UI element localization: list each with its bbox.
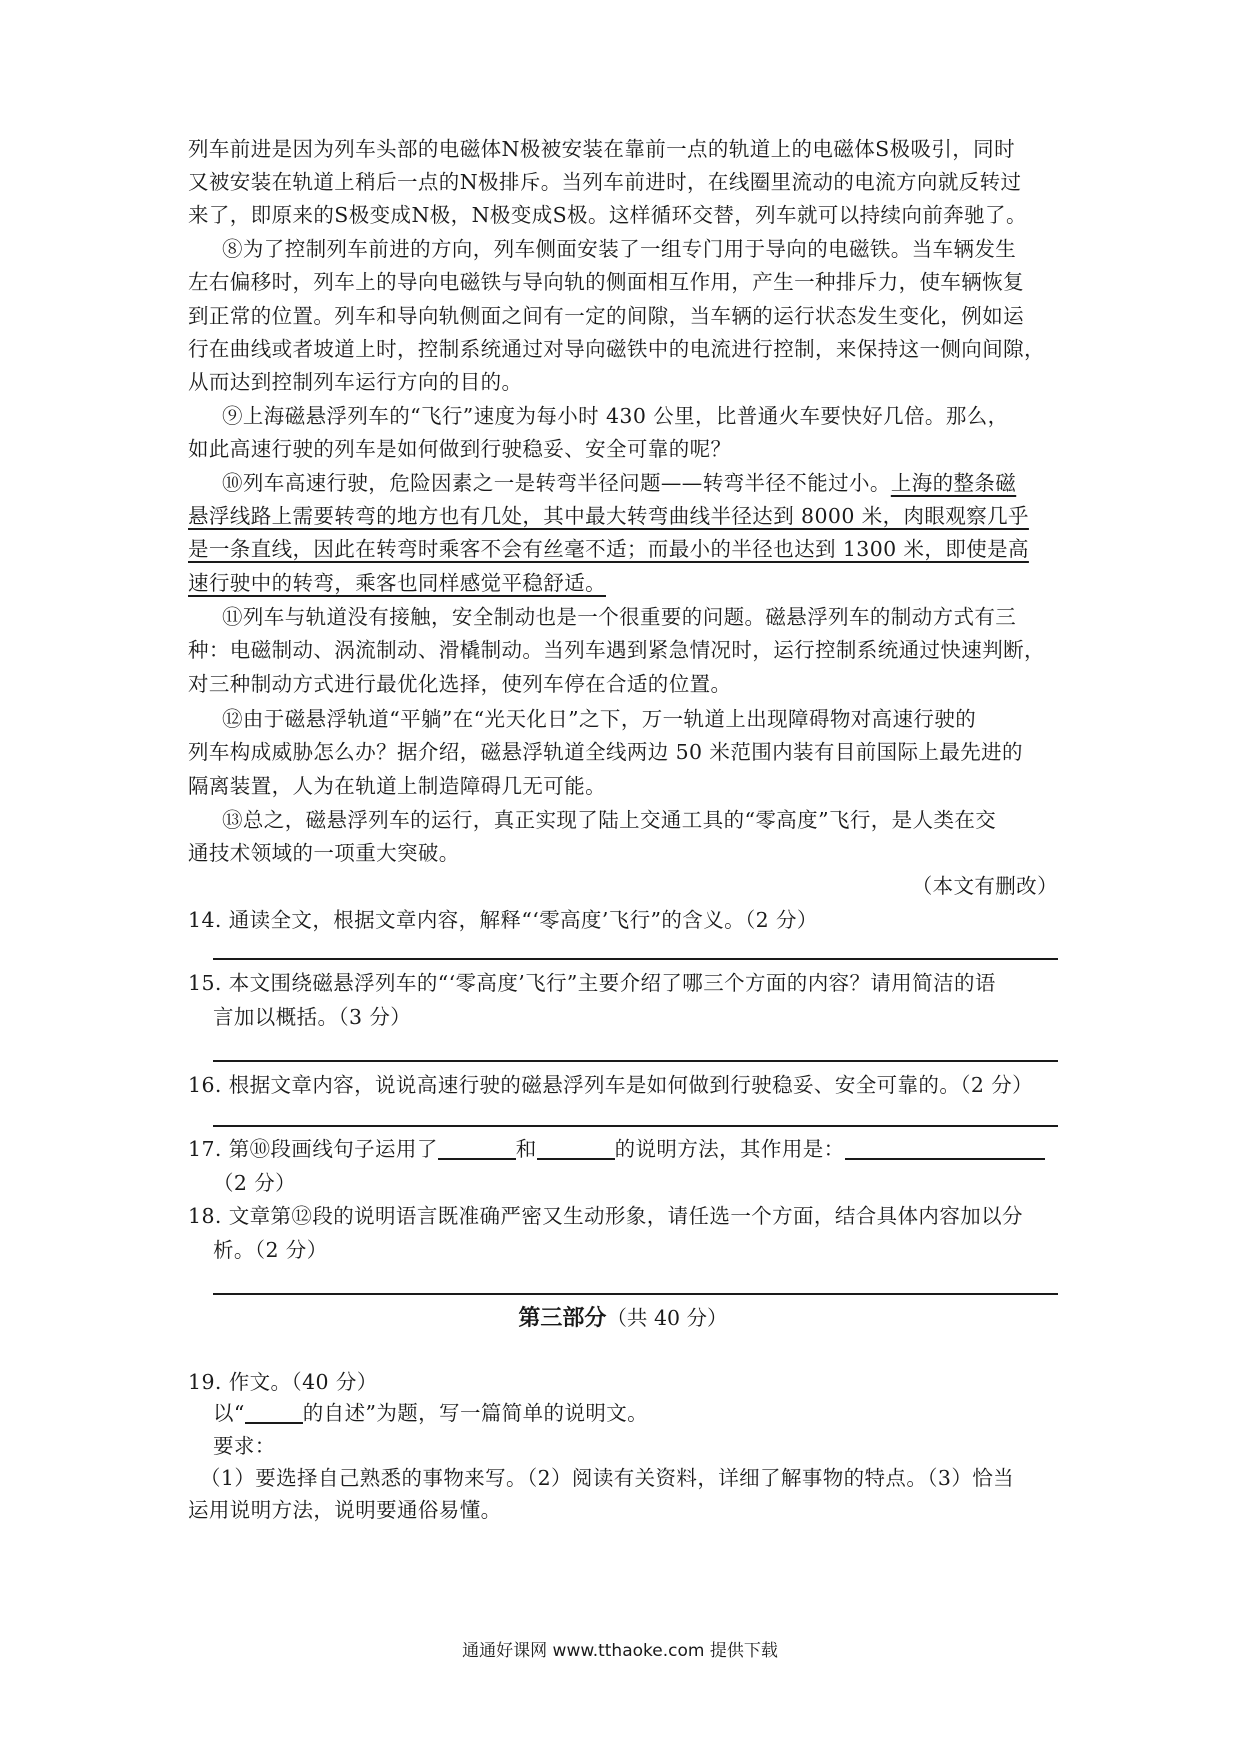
- p12-line-2: 列车构成威胁怎么办？据介绍，磁悬浮轨道全线两边 50 米范围内装有目前国际上最先进的: [188, 740, 1023, 764]
- p9-line-1: ⑨上海磁悬浮列车的“飞行”速度为每小时 430 公里，比普通火车要快好几倍。那么，: [222, 404, 1009, 428]
- p8-line-1: ⑧为了控制列车前进的方向，列车侧面安装了一组专门用于导向的电磁铁。当车辆发生: [222, 237, 1017, 261]
- requirements-line-1: （1）要选择自己熟悉的事物来写。（2）阅读有关资料，详细了解事物的特点。（3）恰当: [200, 1466, 1015, 1490]
- underlined-sentence-line-4: 速行驶中的转弯，乘客也同样感觉平稳舒适。: [188, 571, 606, 595]
- question-19-prompt: [213, 1397, 1083, 1429]
- requirements-line-2: 运用说明方法，说明要通俗易懂。: [188, 1498, 502, 1522]
- answer-line-18: [213, 1293, 1058, 1295]
- p7-line-2: 又被安装在轨道上稍后一点的N极排斥。当列车前进时，在线圈里流动的电流方向就反转过: [188, 170, 1022, 194]
- p13-line-2: 通技术领域的一项重大突破。: [188, 841, 460, 865]
- p8-line-4: 行在曲线或者坡道上时，控制系统通过对导向磁铁中的电流进行控制，来保持这一侧向间隙，: [188, 337, 1045, 361]
- question-16: 16. 根据文章内容，说说高速行驶的磁悬浮列车是如何做到行驶稳妥、安全可靠的。（2 分）: [188, 1073, 1034, 1097]
- footer-watermark[interactable]: 通通好课网 www.tthaoke.com 提供下载: [462, 1641, 778, 1661]
- p7-line-3: 来了，即原来的S极变成N极，N极变成S极。这样循环交替，列车就可以持续向前奔驰了。: [188, 203, 1027, 227]
- p8-line-2: 左右偏移时，列车上的导向电磁铁与导向轨的侧面相互作用，产生一种排斥力，使车辆恢复: [188, 270, 1024, 294]
- underlined-sentence-start: 上海的整条磁: [890, 471, 1017, 495]
- requirements-label: 要求：: [213, 1434, 276, 1458]
- section-3-heading: [188, 1302, 1058, 1334]
- question-19-head: 19. 作文。（40 分）: [188, 1370, 378, 1394]
- p7-line-1: 列车前进是因为列车头部的电磁体N极被安装在靠前一点的轨道上的电磁体S极吸引，同时: [188, 137, 1015, 161]
- underlined-sentence-line-3: 是一条直线，因此在转弯时乘客不会有丝毫不适；而最小的半径也达到 1300 米，即使是高: [188, 537, 1029, 561]
- answer-line-15: [213, 1060, 1058, 1062]
- p11-line-2: 种：电磁制动、涡流制动、滑橇制动。当列车遇到紧急情况时，运行控制系统通过快速判断，: [188, 638, 1045, 662]
- prompt-suffix: 的自述”为题，写一篇简单的说明文。: [302, 1401, 649, 1425]
- answer-line-16: [213, 1125, 1058, 1127]
- question-15-line-2: 言加以概括。（3 分）: [213, 1005, 412, 1029]
- section-3-score: （共 40 分）: [606, 1306, 728, 1330]
- p8-line-3: 到正常的位置。列车和导向轨侧面之间有一定的间隙，当车辆的运行状态发生变化，例如运: [188, 304, 1024, 328]
- prompt-prefix: 以“: [213, 1401, 245, 1425]
- blank-effect[interactable]: [845, 1136, 1045, 1160]
- blank-method-1[interactable]: [438, 1136, 516, 1160]
- p12-line-1: ⑫由于磁悬浮轨道“平躺”在“光天化日”之下，万一轨道上出现障碍物对高速行驶的: [222, 707, 977, 731]
- question-18-line-2: 析。（2 分）: [213, 1238, 328, 1262]
- section-3-title: 第三部分: [518, 1305, 607, 1331]
- edit-note: （本文有删改）: [911, 874, 1058, 898]
- question-14: 14. 通读全文，根据文章内容，解释“‘零高度’飞行”的含义。（2 分）: [188, 908, 818, 932]
- p9-line-2: 如此高速行驶的列车是如何做到行驶稳妥、安全可靠的呢？: [188, 437, 732, 461]
- blank-title[interactable]: [245, 1400, 303, 1424]
- blank-method-2[interactable]: [537, 1136, 615, 1160]
- answer-line-14: [213, 958, 1058, 960]
- p13-line-1: ⑬总之，磁悬浮列车的运行，真正实现了陆上交通工具的“零高度”飞行，是人类在交: [222, 808, 997, 832]
- p12-line-3: 隔离装置，人为在轨道上制造障碍几无可能。: [188, 774, 606, 798]
- question-17-part-3: 的说明方法，其作用是：: [614, 1137, 845, 1161]
- question-18-line-1: 18. 文章第⑫段的说明语言既准确严密又生动形象，请任选一个方面，结合具体内容加以分: [188, 1204, 1023, 1228]
- question-15-line-1: 15. 本文围绕磁悬浮列车的“‘零高度’飞行”主要介绍了哪三个方面的内容？请用简洁的语: [188, 971, 996, 995]
- question-17-part-1: 17. 第⑩段画线句子运用了: [188, 1137, 438, 1161]
- question-17-line-2: （2 分）: [213, 1171, 297, 1195]
- p11-line-1: ⑪列车与轨道没有接触，安全制动也是一个很重要的问题。磁悬浮列车的制动方式有三: [222, 605, 1017, 629]
- p10-text: ⑩列车高速行驶，危险因素之一是转弯半径问题——转弯半径不能过小。: [222, 471, 891, 495]
- question-17-line-1: [188, 1133, 1058, 1165]
- question-17-part-2: 和: [515, 1137, 537, 1161]
- p8-line-5: 从而达到控制列车运行方向的目的。: [188, 370, 523, 394]
- underlined-sentence-line-2: 悬浮线路上需要转弯的地方也有几处，其中最大转弯曲线半径达到 8000 米，肉眼观察几乎: [188, 504, 1029, 528]
- p10-line-1: [222, 467, 1092, 499]
- p11-line-3: 对三种制动方式进行最优化选择，使列车停在合适的位置。: [188, 672, 732, 696]
